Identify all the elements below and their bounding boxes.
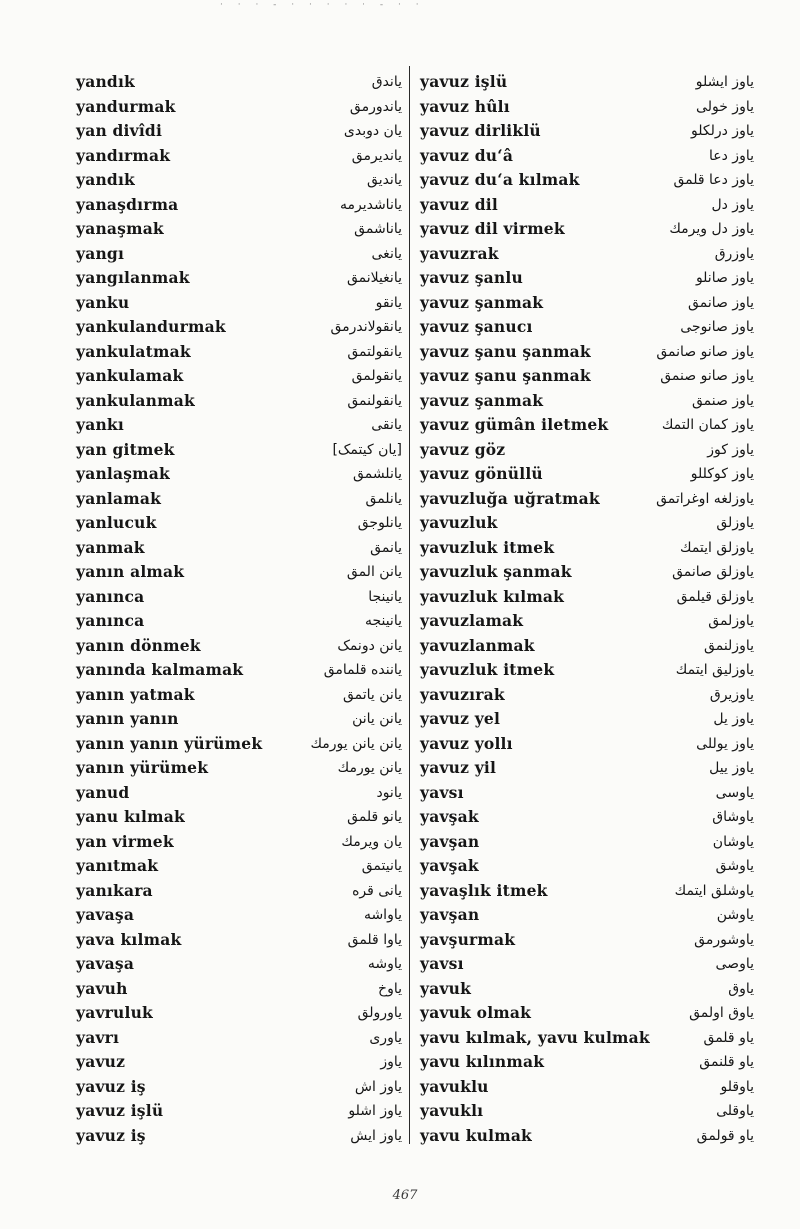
- entry-arabic-script: یانغی: [371, 245, 402, 262]
- header-marks: · · · - · · · · · - · ·: [220, 0, 425, 10]
- entry-headword: yavuz şanmak: [420, 292, 544, 312]
- entry-arabic-script: یاوز ییل: [709, 760, 754, 776]
- entry-arabic-script: یانی قره: [352, 882, 402, 899]
- dictionary-entry: [76, 95, 402, 120]
- dictionary-entry: [76, 70, 402, 95]
- dictionary-entry: [420, 266, 754, 291]
- dictionary-entry: [420, 658, 754, 683]
- entry-headword: yavuz şanucı: [420, 317, 533, 336]
- entry-arabic-script: یانمق: [370, 539, 402, 556]
- entry-headword: yavuzluğa uğratmak: [420, 488, 600, 508]
- entry-arabic-script: یانود: [376, 784, 402, 801]
- entry-headword: yavuklu: [420, 1076, 489, 1096]
- dictionary-entry: [76, 487, 402, 512]
- entry-headword: yavu kılmak, yavu kulmak: [420, 1027, 650, 1047]
- dictionary-entry: [76, 1001, 402, 1026]
- entry-headword: yavuz du‘â: [420, 145, 514, 165]
- dictionary-entry: [420, 1099, 754, 1124]
- entry-arabic-script: یاوصی: [715, 956, 754, 972]
- entry-headword: yanınca: [76, 586, 145, 606]
- entry-headword: yandık: [76, 170, 135, 189]
- entry-headword: yanın yanın: [76, 709, 179, 728]
- dictionary-entry: [76, 119, 402, 144]
- entry-headword: yavuzluk: [420, 513, 498, 532]
- entry-headword: yavuh: [76, 978, 128, 998]
- entry-headword: yavuk olmak: [420, 1003, 532, 1022]
- dictionary-entry: [420, 315, 754, 340]
- entry-headword: yavuz dil: [420, 194, 498, 214]
- entry-arabic-script: یاوز یوللی: [696, 735, 754, 752]
- entry-arabic-script: یاناشدیرمه: [339, 196, 402, 213]
- page-number: 467: [392, 1188, 418, 1203]
- entry-headword: yavuzırak: [420, 684, 505, 704]
- entry-arabic-script: یانلمق: [365, 490, 402, 507]
- entry-headword: yankulanmak: [76, 390, 195, 410]
- entry-arabic-script: یاوزلق صانمق: [672, 564, 754, 580]
- dictionary-entry: [76, 1099, 402, 1124]
- dictionary-entry: [76, 266, 402, 291]
- dictionary-entry: [420, 585, 754, 610]
- entry-arabic-script: یاوزیرق: [709, 686, 754, 703]
- dictionary-entry: [76, 732, 402, 757]
- entry-arabic-script: یانن دونمک: [337, 637, 402, 654]
- entry-arabic-script: یاوزلق: [716, 515, 754, 531]
- entry-headword: yanın yürümek: [76, 758, 209, 777]
- column-divider: [409, 66, 410, 1144]
- entry-arabic-script: یاوز خولی: [696, 98, 754, 115]
- entry-headword: yanaşdırma: [76, 194, 179, 214]
- entry-arabic-script: یانینجه: [364, 613, 402, 629]
- dictionary-entry: [76, 536, 402, 561]
- entry-headword: yavuzluk itmek: [420, 660, 555, 679]
- entry-headword: yavuz yollı: [420, 733, 513, 753]
- dictionary-entry: [420, 903, 754, 928]
- entry-arabic-script: یاندیق: [367, 172, 402, 188]
- entry-headword: yavuz iş: [76, 1125, 146, 1145]
- entry-headword: yavu kılınmak: [420, 1052, 545, 1071]
- left-column: [76, 70, 402, 1148]
- entry-arabic-script: یانقولتمق: [347, 343, 402, 360]
- entry-arabic-script: یاوز دل: [711, 196, 754, 213]
- entry-arabic-script: یاوری: [369, 1029, 402, 1046]
- entry-arabic-script: یاوزرق: [714, 245, 754, 262]
- entry-headword: yanın almak: [76, 562, 185, 581]
- entry-arabic-script: یاوز یل: [713, 711, 754, 727]
- dictionary-entry: [420, 413, 754, 438]
- entry-arabic-script: یاوخ: [378, 980, 402, 997]
- entry-headword: yavuz dirliklü: [420, 121, 541, 140]
- dictionary-entry: [420, 536, 754, 561]
- dictionary-entry: [420, 389, 754, 414]
- entry-arabic-script: یانقولنمق: [347, 392, 402, 409]
- dictionary-entry: [420, 977, 754, 1002]
- entry-arabic-script: یانن المق: [346, 564, 402, 580]
- entry-headword: yavuz yel: [420, 709, 501, 728]
- entry-headword: yavuz hûlı: [420, 96, 510, 116]
- dictionary-entry: [420, 805, 754, 830]
- dictionary-entry: [420, 95, 754, 120]
- entry-headword: yankulandurmak: [76, 317, 226, 336]
- dictionary-entry: [420, 462, 754, 487]
- dictionary-entry: [76, 144, 402, 169]
- entry-headword: yavsı: [420, 954, 464, 973]
- entry-arabic-script: یاوسی: [715, 784, 754, 801]
- dictionary-entry: [76, 1026, 402, 1051]
- entry-arabic-script: یاوقلی: [716, 1103, 754, 1119]
- entry-arabic-script: یاوق اولمق: [689, 1005, 754, 1021]
- entry-headword: yavu kulmak: [420, 1125, 533, 1145]
- entry-headword: yanku: [76, 292, 130, 312]
- dictionary-entry: [76, 781, 402, 806]
- dictionary-entry: [76, 242, 402, 267]
- entry-headword: yanınca: [76, 611, 145, 630]
- entry-headword: yavsı: [420, 782, 464, 802]
- entry-headword: yanud: [76, 782, 130, 802]
- dictionary-entry: [420, 781, 754, 806]
- dictionary-entry: [420, 879, 754, 904]
- entry-arabic-script: یانقی: [371, 417, 402, 433]
- entry-headword: yavşurmak: [420, 929, 516, 949]
- entry-headword: yavşak: [420, 807, 479, 826]
- entry-arabic-script: یاوشان: [712, 833, 754, 850]
- dictionary-entry: [76, 193, 402, 218]
- entry-arabic-script: یانن یانن یورمك: [310, 735, 402, 752]
- entry-arabic-script: یاوشاق: [712, 809, 754, 825]
- entry-arabic-script: یانقولاندرمق: [330, 319, 402, 335]
- entry-arabic-script: یاورولق: [357, 1005, 402, 1021]
- dictionary-entry: [420, 854, 754, 879]
- right-column: [420, 70, 754, 1148]
- entry-arabic-script: یاوز کوکللو: [690, 466, 754, 482]
- entry-headword: yan gitmek: [76, 439, 175, 459]
- entry-arabic-script: یان ویرمك: [341, 833, 402, 850]
- dictionary-entry: [420, 144, 754, 169]
- dictionary-entry: [420, 707, 754, 732]
- entry-arabic-script: یانلوجق: [357, 515, 402, 531]
- entry-arabic-script: یاوق: [728, 980, 754, 997]
- entry-headword: yavuz: [76, 1052, 126, 1071]
- dictionary-entry: [76, 634, 402, 659]
- entry-arabic-script: یانقو: [375, 294, 402, 311]
- entry-headword: yandırmak: [76, 145, 171, 165]
- dictionary-entry: [76, 168, 402, 193]
- entry-arabic-script: یاو قلمق: [703, 1029, 754, 1046]
- entry-arabic-script: یانن یاتمق: [343, 686, 402, 703]
- entry-arabic-script: یاو قلنمق: [699, 1054, 754, 1070]
- dictionary-entry: [76, 830, 402, 855]
- entry-headword: yavuzluk şanmak: [420, 562, 572, 581]
- entry-headword: yanıtmak: [76, 856, 159, 875]
- entry-headword: yavaşa: [76, 954, 135, 973]
- dictionary-entry: [76, 389, 402, 414]
- dictionary-entry: [76, 854, 402, 879]
- entry-arabic-script: یانغیلانمق: [346, 270, 402, 286]
- entry-headword: yanaşmak: [76, 219, 164, 238]
- entry-headword: yanlaşmak: [76, 464, 170, 483]
- entry-arabic-script: یاوز دعا قلمق: [673, 172, 754, 188]
- dictionary-entry: [76, 511, 402, 536]
- entry-arabic-script: یانن یانن: [352, 711, 402, 727]
- entry-headword: yavuz gümân iletmek: [420, 415, 609, 434]
- entry-headword: yavuk: [420, 978, 472, 998]
- entry-headword: yava kılmak: [76, 929, 182, 949]
- dictionary-entry: [76, 585, 402, 610]
- entry-headword: yavuz iş: [76, 1076, 146, 1096]
- entry-arabic-script: یاوشق: [715, 858, 754, 874]
- dictionary-entry: [420, 193, 754, 218]
- entry-arabic-script: یاوزلمق: [708, 613, 754, 629]
- entry-arabic-script: یانلشمق: [353, 466, 402, 482]
- entry-headword: yavuz şanlu: [420, 268, 523, 287]
- entry-arabic-script: یاوشه: [367, 956, 402, 972]
- entry-arabic-script: یاوز صانمق: [688, 294, 754, 311]
- entry-arabic-script: یاندورمق: [349, 98, 402, 115]
- entry-headword: yavuklı: [420, 1101, 484, 1120]
- dictionary-entry: [420, 952, 754, 977]
- entry-headword: yavuz dil virmek: [420, 219, 565, 238]
- entry-arabic-script: یاوزلق قیلمق: [676, 588, 754, 605]
- entry-headword: yavaşlık itmek: [420, 880, 548, 900]
- entry-arabic-script: یاوز صانلو: [695, 270, 754, 286]
- entry-headword: yankı: [76, 415, 124, 434]
- entry-arabic-script: یاوز اشلو: [348, 1103, 402, 1119]
- dictionary-entry: [420, 70, 754, 95]
- dictionary-entry: [76, 658, 402, 683]
- dictionary-entry: [420, 168, 754, 193]
- dictionary-entry: [420, 1124, 754, 1149]
- dictionary-entry: [420, 1050, 754, 1075]
- entry-arabic-script: یاندیرمق: [351, 147, 402, 164]
- dictionary-entry: [420, 683, 754, 708]
- entry-arabic-script: یاوز ایشلو: [695, 74, 754, 90]
- dictionary-entry: [420, 756, 754, 781]
- entry-headword: yanın dönmek: [76, 635, 201, 655]
- entry-arabic-script: یاوزلیق ایتمك: [675, 662, 754, 678]
- entry-headword: yavuz işlü: [76, 1101, 164, 1120]
- dictionary-entry: [76, 364, 402, 389]
- entry-headword: yandurmak: [76, 96, 176, 116]
- dictionary-entry: [420, 634, 754, 659]
- entry-headword: yavuz gönüllü: [420, 464, 543, 483]
- dictionary-entry: [76, 315, 402, 340]
- entry-headword: yavuz yil: [420, 758, 497, 777]
- entry-headword: yavuzlamak: [420, 611, 524, 630]
- entry-arabic-script: یانو قلمق: [347, 809, 402, 825]
- entry-arabic-script: [یان کیتمک]: [332, 441, 402, 458]
- dictionary-entry: [76, 438, 402, 463]
- dictionary-entry: [76, 903, 402, 928]
- entry-headword: yavuz şanu şanmak: [420, 341, 591, 361]
- entry-arabic-script: یاوز اش: [354, 1078, 402, 1095]
- entry-arabic-script: یاوز ایش: [350, 1127, 402, 1144]
- entry-arabic-script: یاوزلنمق: [704, 637, 754, 654]
- entry-headword: yan divîdi: [76, 121, 163, 140]
- entry-arabic-script: یاوزلق ایتمك: [680, 539, 754, 556]
- entry-headword: yanmak: [76, 537, 145, 557]
- entry-arabic-script: یاوز صنمق: [691, 392, 754, 409]
- dictionary-entry: [76, 1050, 402, 1075]
- entry-arabic-script: یاوز صانوجی: [680, 319, 754, 335]
- dictionary-entry: [76, 756, 402, 781]
- entry-headword: yavuz şanu şanmak: [420, 366, 591, 385]
- dictionary-entry: [76, 1124, 402, 1149]
- dictionary-entry: [76, 291, 402, 316]
- entry-headword: yandık: [76, 72, 135, 91]
- entry-headword: yanın yanın yürümek: [76, 733, 263, 753]
- dictionary-entry: [420, 732, 754, 757]
- entry-arabic-script: یاوا قلمق: [347, 931, 402, 948]
- dictionary-entry: [420, 560, 754, 585]
- entry-arabic-script: یاوز کمان التمك: [661, 417, 754, 433]
- dictionary-entry: [76, 560, 402, 585]
- dictionary-entry: [76, 805, 402, 830]
- entry-arabic-script: یاوز دعا: [709, 147, 754, 164]
- dictionary-entry: [76, 707, 402, 732]
- dictionary-entry: [76, 462, 402, 487]
- entry-headword: yanlucuk: [76, 513, 157, 532]
- entry-headword: yavuz şanmak: [420, 390, 544, 410]
- entry-headword: yangı: [76, 243, 125, 263]
- entry-headword: yankulamak: [76, 366, 184, 385]
- dictionary-entry: [420, 438, 754, 463]
- dictionary-entry: [420, 487, 754, 512]
- dictionary-entry: [420, 1001, 754, 1026]
- entry-arabic-script: یاوقلو: [720, 1078, 754, 1095]
- entry-headword: yavşak: [420, 856, 479, 875]
- entry-headword: yanıkara: [76, 880, 153, 900]
- entry-headword: yavşan: [420, 905, 480, 924]
- entry-arabic-script: یانن یورمك: [337, 760, 402, 776]
- dictionary-entry: [420, 119, 754, 144]
- dictionary-entry: [420, 830, 754, 855]
- dictionary-entry: [420, 1026, 754, 1051]
- entry-headword: yavşan: [420, 831, 480, 851]
- entry-headword: yavuzlanmak: [420, 635, 535, 655]
- dictionary-entry: [76, 683, 402, 708]
- entry-headword: yavaşa: [76, 905, 135, 924]
- dictionary-entry: [76, 609, 402, 634]
- entry-headword: yavuz du‘a kılmak: [420, 170, 580, 189]
- dictionary-entry: [76, 977, 402, 1002]
- dictionary-entry: [76, 952, 402, 977]
- dictionary-entry: [420, 364, 754, 389]
- entry-arabic-script: یانقولمق: [351, 368, 402, 384]
- entry-headword: yanu kılmak: [76, 807, 185, 826]
- dictionary-entry: [76, 928, 402, 953]
- entry-headword: yangılanmak: [76, 268, 190, 287]
- dictionary-entry: [76, 879, 402, 904]
- dictionary-entry: [420, 340, 754, 365]
- entry-arabic-script: یاوزلغه اوغراتمق: [656, 490, 754, 507]
- entry-headword: yankulatmak: [76, 341, 191, 361]
- dictionary-entry: [76, 1075, 402, 1100]
- entry-arabic-script: یاندق: [371, 74, 402, 90]
- entry-arabic-script: یان دوبدی: [343, 123, 402, 139]
- entry-arabic-script: یاوشلق ایتمك: [674, 882, 754, 899]
- entry-headword: yavuzrak: [420, 243, 499, 263]
- entry-arabic-script: یاوز: [380, 1054, 402, 1070]
- entry-arabic-script: یاوز کوز: [707, 441, 754, 458]
- dictionary-entry: [420, 242, 754, 267]
- dictionary-entry: [420, 609, 754, 634]
- entry-headword: yavuz işlü: [420, 72, 508, 91]
- dictionary-entry: [76, 413, 402, 438]
- entry-arabic-script: یانیتمق: [361, 858, 402, 874]
- entry-headword: yavuzluk itmek: [420, 537, 555, 557]
- dictionary-entry: [76, 217, 402, 242]
- dictionary-entry: [420, 291, 754, 316]
- entry-arabic-script: یاواشه: [363, 907, 402, 923]
- entry-arabic-script: یاوز صانو صانمق: [656, 343, 754, 360]
- entry-arabic-script: یاوشن: [716, 907, 754, 923]
- entry-headword: yanında kalmamak: [76, 660, 244, 679]
- entry-arabic-script: یاناشمق: [354, 221, 402, 237]
- entry-arabic-script: یاوز دل ویرمك: [669, 221, 754, 237]
- entry-arabic-script: یاوز درلکلو: [691, 123, 754, 139]
- entry-headword: yavrı: [76, 1027, 120, 1047]
- dictionary-entry: [420, 217, 754, 242]
- entry-arabic-script: یاوشورمق: [694, 931, 754, 948]
- entry-arabic-script: یاننده قلمامق: [323, 662, 402, 678]
- dictionary-entry: [76, 340, 402, 365]
- dictionary-entry: [420, 511, 754, 536]
- entry-headword: yavuzluk kılmak: [420, 586, 565, 606]
- dictionary-entry: [420, 1075, 754, 1100]
- entry-headword: yanlamak: [76, 488, 162, 508]
- dictionary-entry: [420, 928, 754, 953]
- entry-arabic-script: یاو قولمق: [696, 1127, 754, 1144]
- entry-headword: yavuz göz: [420, 439, 506, 459]
- entry-headword: yavruluk: [76, 1003, 153, 1022]
- entry-arabic-script: یانینجا: [368, 588, 402, 605]
- entry-arabic-script: یاوز صانو صنمق: [660, 368, 754, 384]
- entry-headword: yanın yatmak: [76, 684, 195, 704]
- entry-headword: yan virmek: [76, 831, 174, 851]
